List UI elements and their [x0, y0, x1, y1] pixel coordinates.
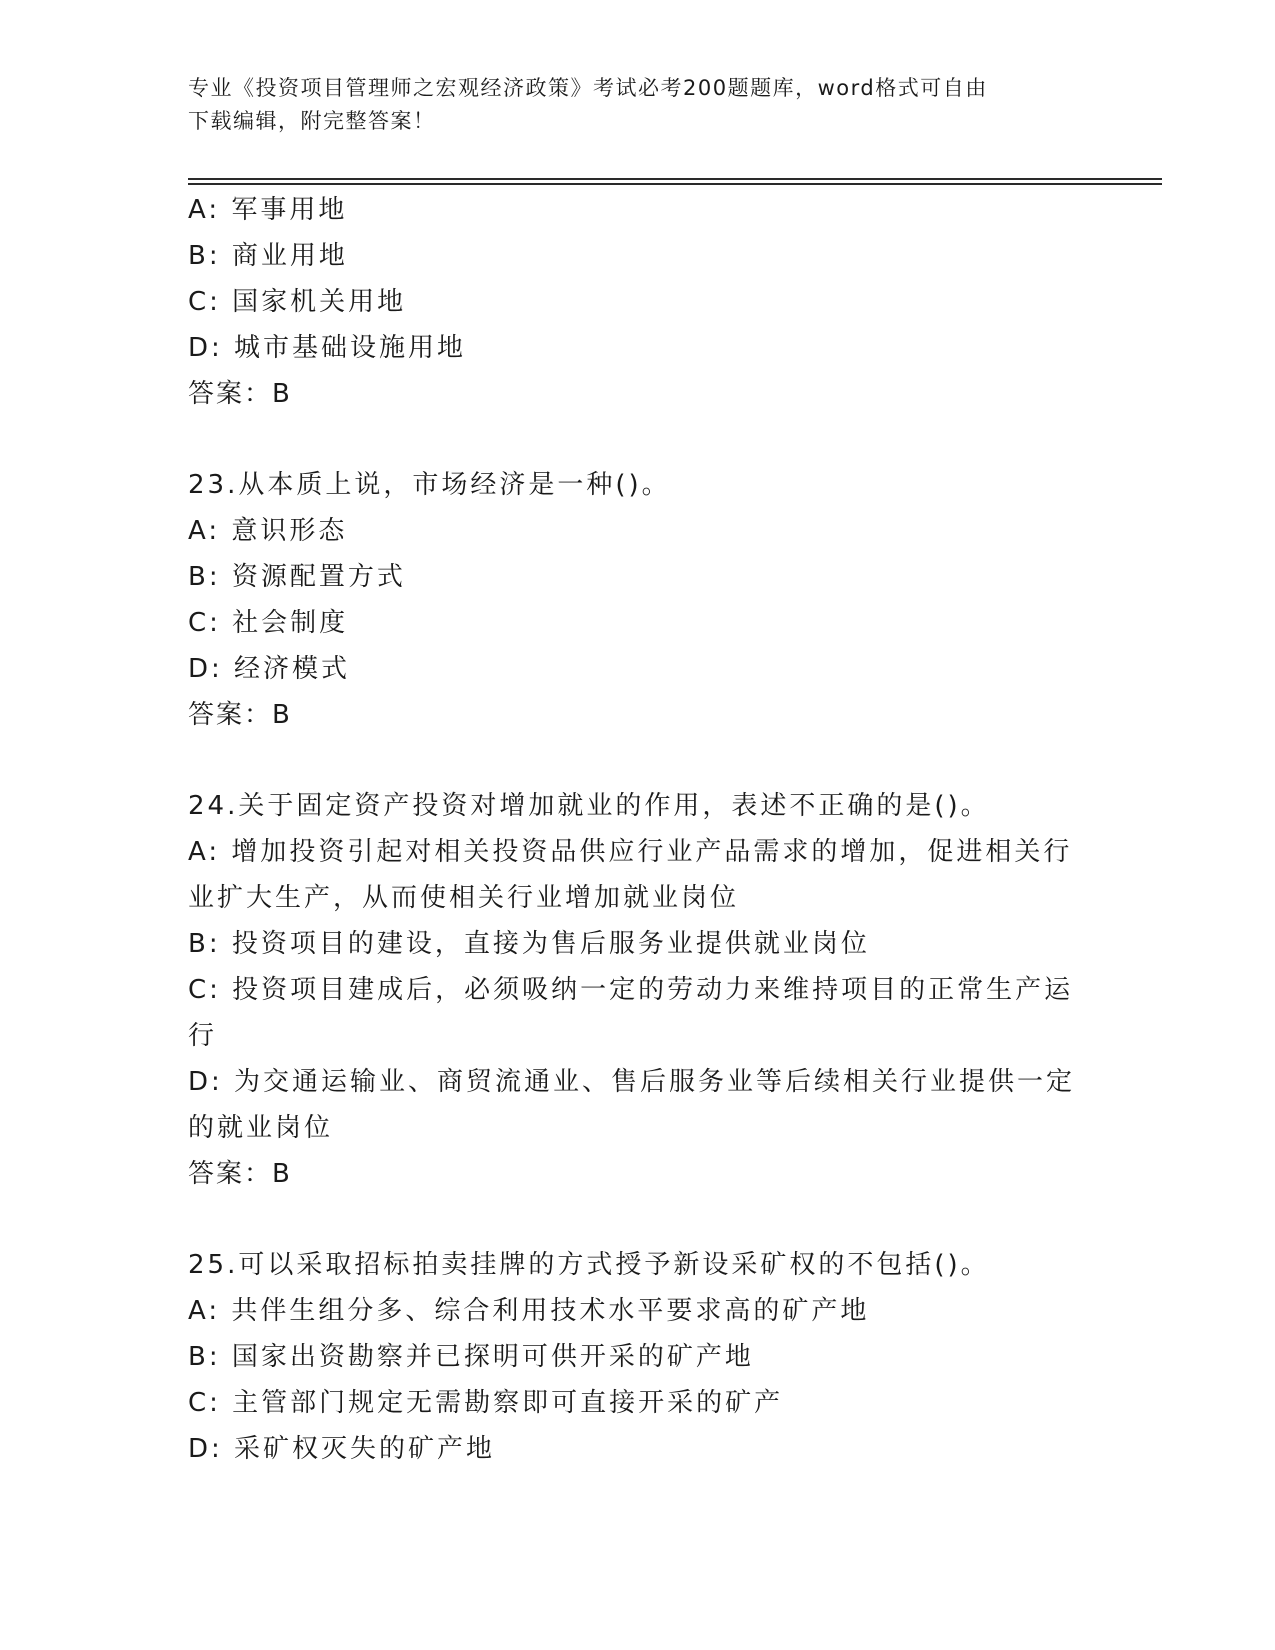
question-text: 25.可以采取招标拍卖挂牌的方式授予新设采矿权的不包括()。	[188, 1250, 990, 1280]
option-c-line-1: C: 投资项目建成后，必须吸纳一定的劳动力来维持项目的正常生产运	[188, 975, 1074, 1005]
question-text: 24.关于固定资产投资对增加就业的作用，表述不正确的是()。	[188, 791, 990, 821]
option-c: C: 主管部门规定无需勘察即可直接开采的矿产	[188, 1388, 784, 1418]
question-text: 23.从本质上说，市场经济是一种()。	[188, 470, 671, 500]
option-d: D: 经济模式	[188, 654, 351, 684]
option-c: C: 社会制度	[188, 608, 349, 638]
question-24-block	[188, 783, 1088, 1197]
document-body	[188, 187, 1088, 1472]
option-a: A: 意识形态	[188, 516, 348, 546]
answer: 答案：B	[188, 700, 292, 730]
question-25-block	[188, 1242, 1088, 1472]
option-a-line-2: 业扩大生产，从而使相关行业增加就业岗位	[188, 883, 740, 913]
question-23-block	[188, 462, 1088, 738]
option-b: B: 国家出资勘察并已探明可供开采的矿产地	[188, 1342, 754, 1372]
option-c-line-2: 行	[188, 1021, 218, 1051]
header-divider-top	[188, 178, 1162, 180]
option-a-line-1: A: 增加投资引起对相关投资品供应行业产品需求的增加，促进相关行	[188, 837, 1073, 867]
option-d: D: 城市基础设施用地	[188, 333, 467, 363]
option-a: A: 共伴生组分多、综合利用技术水平要求高的矿产地	[188, 1296, 870, 1326]
answer: 答案：B	[188, 1159, 292, 1189]
document-header	[188, 72, 1078, 138]
option-d-line-1: D: 为交通运输业、商贸流通业、售后服务业等后续相关行业提供一定	[188, 1067, 1076, 1097]
option-c: C: 国家机关用地	[188, 287, 407, 317]
option-a: A: 军事用地	[188, 195, 348, 225]
answer: 答案：B	[188, 379, 292, 409]
option-d: D: 采矿权灭失的矿产地	[188, 1434, 496, 1464]
option-d-line-2: 的就业岗位	[188, 1113, 334, 1143]
header-line-2: 下载编辑，附完整答案！	[188, 109, 436, 133]
header-line-1: 专业《投资项目管理师之宏观经济政策》考试必考200题题库，word格式可自由	[188, 76, 988, 100]
question-22-block	[188, 187, 1088, 417]
header-divider-bottom	[188, 183, 1162, 185]
option-b: B: 投资项目的建设，直接为售后服务业提供就业岗位	[188, 929, 870, 959]
option-b: B: 资源配置方式	[188, 562, 406, 592]
option-b: B: 商业用地	[188, 241, 348, 271]
